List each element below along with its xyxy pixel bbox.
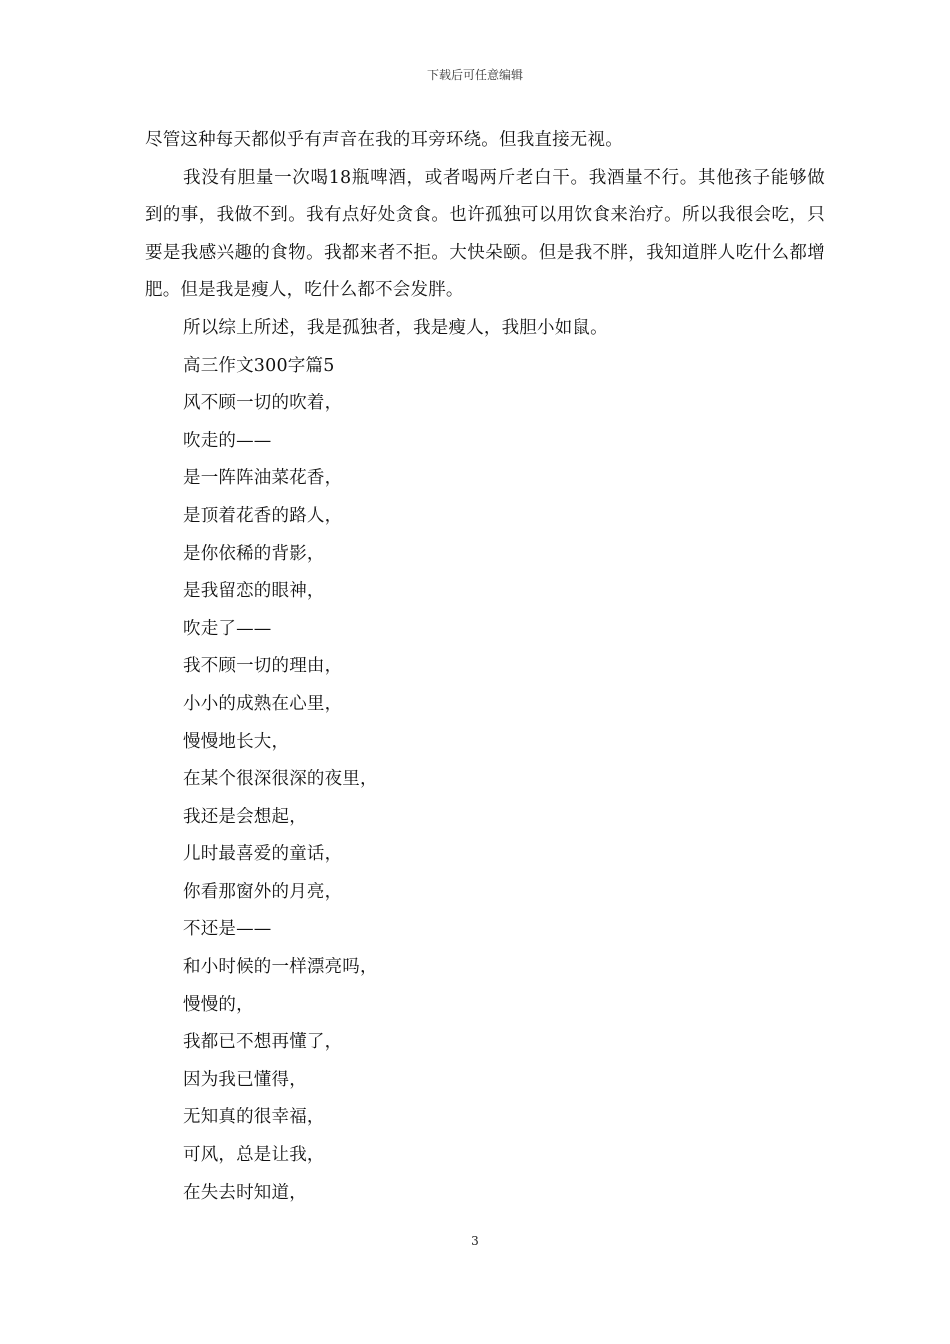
poem-line: 儿时最喜爱的童话， xyxy=(183,844,343,865)
poem-line: 慢慢的， xyxy=(183,994,254,1015)
paragraph-summary: 所以综上所述，我是孤独者，我是瘦人，我胆小如鼠。 xyxy=(183,317,608,338)
section-title: 高三作文300字篇5 xyxy=(183,355,335,376)
poem-line: 不还是—— xyxy=(183,919,272,940)
poem-line: 无知真的很幸福， xyxy=(183,1107,325,1128)
poem-line: 小小的成熟在心里， xyxy=(183,693,343,714)
poem-line: 在某个很深很深的夜里， xyxy=(183,769,378,790)
poem-line: 我都已不想再懂了， xyxy=(183,1032,343,1053)
poem-line: 是一阵阵油菜花香， xyxy=(183,468,343,489)
poem-line: 吹走的—— xyxy=(183,430,272,451)
document-body xyxy=(145,122,825,1212)
paragraph-drinking: 我没有胆量一次喝18瓶啤酒，或者喝两斤老白干。我酒量不行。其他孩子能够做到的事，我做不到。我有点好处贪食。也许孤独可以用饮食来治疗。所以我很会吃，只要是我感兴趣的食物。我都来者不拒。大快朵颐。但是我不胖，我知道胖人吃什么都增肥。但是我是瘦人，吃什么都不会发胖。 xyxy=(145,167,825,301)
poem-line: 你看那窗外的月亮， xyxy=(183,881,343,902)
poem-line: 是我留恋的眼神， xyxy=(183,581,325,602)
page-header: 下载后可任意编辑 xyxy=(426,68,523,82)
poem-line: 在失去时知道， xyxy=(183,1182,307,1203)
poem-line: 风不顾一切的吹着， xyxy=(183,393,343,414)
poem xyxy=(145,385,825,1212)
poem-line: 是你依稀的背影， xyxy=(183,543,325,564)
poem-line: 慢慢地长大， xyxy=(183,731,290,752)
paragraph-continuation: 尽管这种每天都似乎有声音在我的耳旁环绕。但我直接无视。 xyxy=(145,130,623,150)
poem-line: 可风，总是让我， xyxy=(183,1145,325,1166)
poem-line: 我不顾一切的理由， xyxy=(183,656,343,677)
page-number: 3 xyxy=(471,1234,479,1248)
poem-line: 因为我已懂得， xyxy=(183,1069,307,1090)
poem-line: 和小时候的一样漂亮吗， xyxy=(183,957,378,978)
poem-line: 吹走了—— xyxy=(183,618,272,639)
poem-line: 是顶着花香的路人， xyxy=(183,505,343,526)
poem-line: 我还是会想起， xyxy=(183,806,307,827)
